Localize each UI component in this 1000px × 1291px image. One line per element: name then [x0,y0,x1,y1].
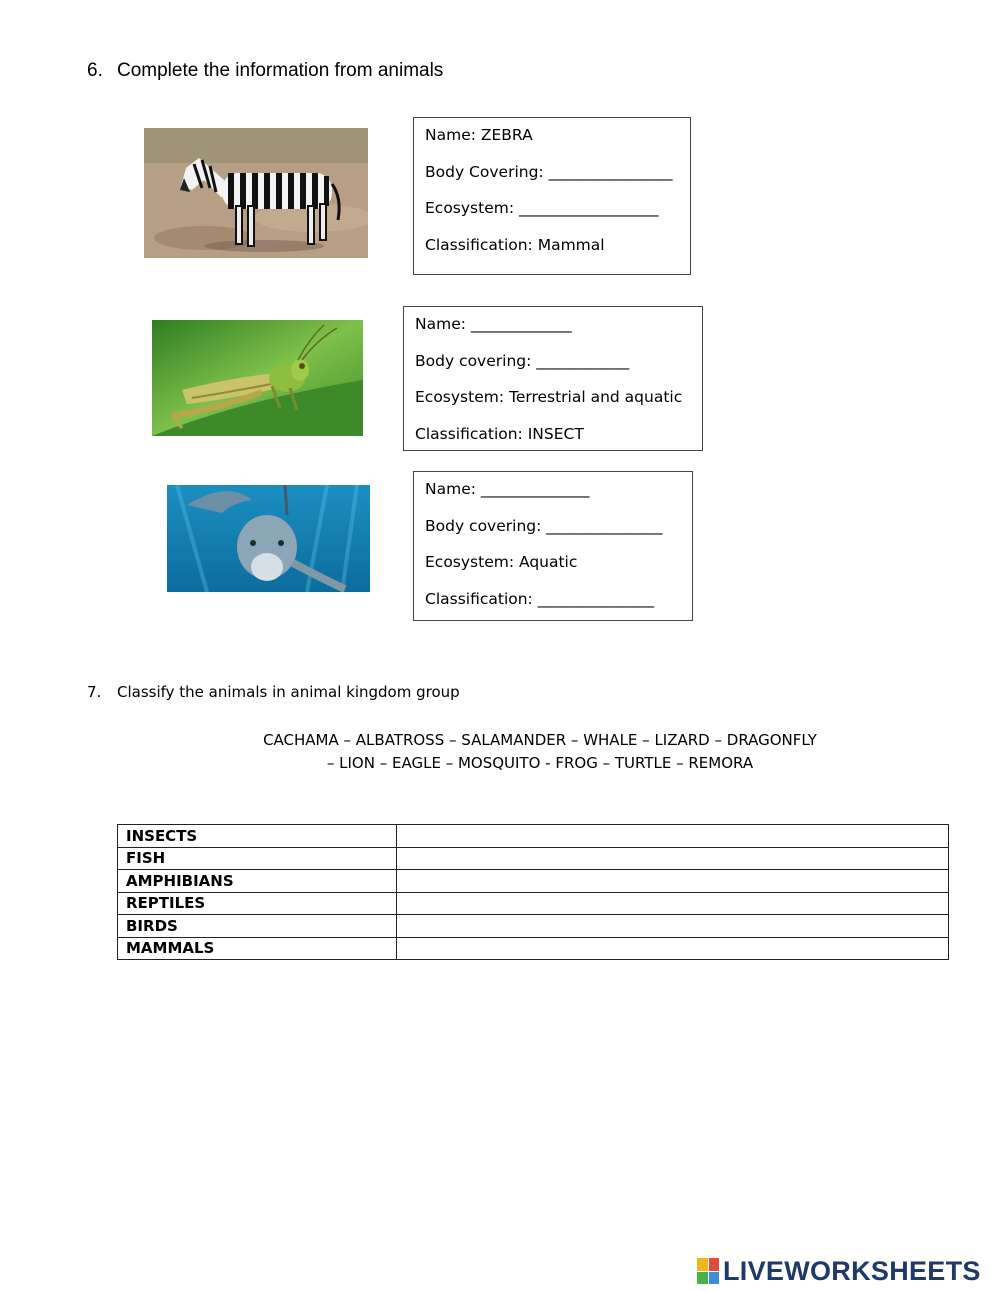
table-row [118,825,949,848]
word-bank-line: – LION – EAGLE – MOSQUITO - FROG – TURTLE – REMORA [326,754,754,772]
answer-cell-fish[interactable] [397,847,949,870]
zebra-photo [144,128,368,258]
classification-table [117,824,949,960]
dolphin-body-covering-line: Body covering: _______________ [425,516,663,535]
answer-cell-reptiles[interactable] [397,892,949,915]
zebra-classification-line: Classification: Mammal [425,235,605,254]
word-bank [140,729,940,775]
dolphin-photo [167,485,370,592]
dolphin-info-box [413,471,693,621]
answer-cell-birds[interactable] [397,915,949,938]
table-row [118,937,949,960]
question-6-heading [87,60,443,82]
zebra-name-line: Name: ZEBRA [425,126,533,144]
group-label-fish: FISH [118,847,397,870]
grasshopper-name-line: Name: _____________ [415,315,572,333]
grasshopper-info-box [403,306,703,451]
grasshopper-ecosystem-line: Ecosystem: Terrestrial and aquatic [415,388,683,406]
zebra-info-box [413,117,691,275]
question-number: 6. [87,60,103,81]
grasshopper-classification-line: Classification: INSECT [415,424,584,443]
table-row [118,915,949,938]
logo-text: LIVEWORKSHEETS [723,1255,981,1286]
word-bank-line: CACHAMA – ALBATROSS – SALAMANDER – WHALE – LIZARD – DRAGONFLY [263,731,817,749]
logo-tiles-icon [697,1258,719,1284]
table-row [118,870,949,893]
question-title: Complete the information from animals [117,60,444,81]
answer-cell-mammals[interactable] [397,937,949,960]
grasshopper-photo [152,320,363,436]
group-label-amphibians: AMPHIBIANS [118,870,397,893]
table-row [118,847,949,870]
dolphin-ecosystem-line: Ecosystem: Aquatic [425,553,578,571]
liveworksheets-logo[interactable] [697,1255,981,1287]
group-label-reptiles: REPTILES [118,892,397,915]
zebra-body-covering-line: Body Covering: ________________ [425,162,673,181]
question-title: Classify the animals in animal kingdom group [117,683,460,701]
answer-cell-amphibians[interactable] [397,870,949,893]
question-7-heading [87,683,460,701]
group-label-insects: INSECTS [118,825,397,848]
answer-cell-insects[interactable] [397,825,949,848]
dolphin-classification-line: Classification: _______________ [425,589,654,608]
group-label-birds: BIRDS [118,915,397,938]
zebra-ecosystem-line: Ecosystem: __________________ [425,199,659,217]
group-label-mammals: MAMMALS [118,937,397,960]
question-number: 7. [87,683,102,701]
table-row [118,892,949,915]
grasshopper-body-covering-line: Body covering: ____________ [415,351,630,370]
dolphin-name-line: Name: ______________ [425,480,590,498]
